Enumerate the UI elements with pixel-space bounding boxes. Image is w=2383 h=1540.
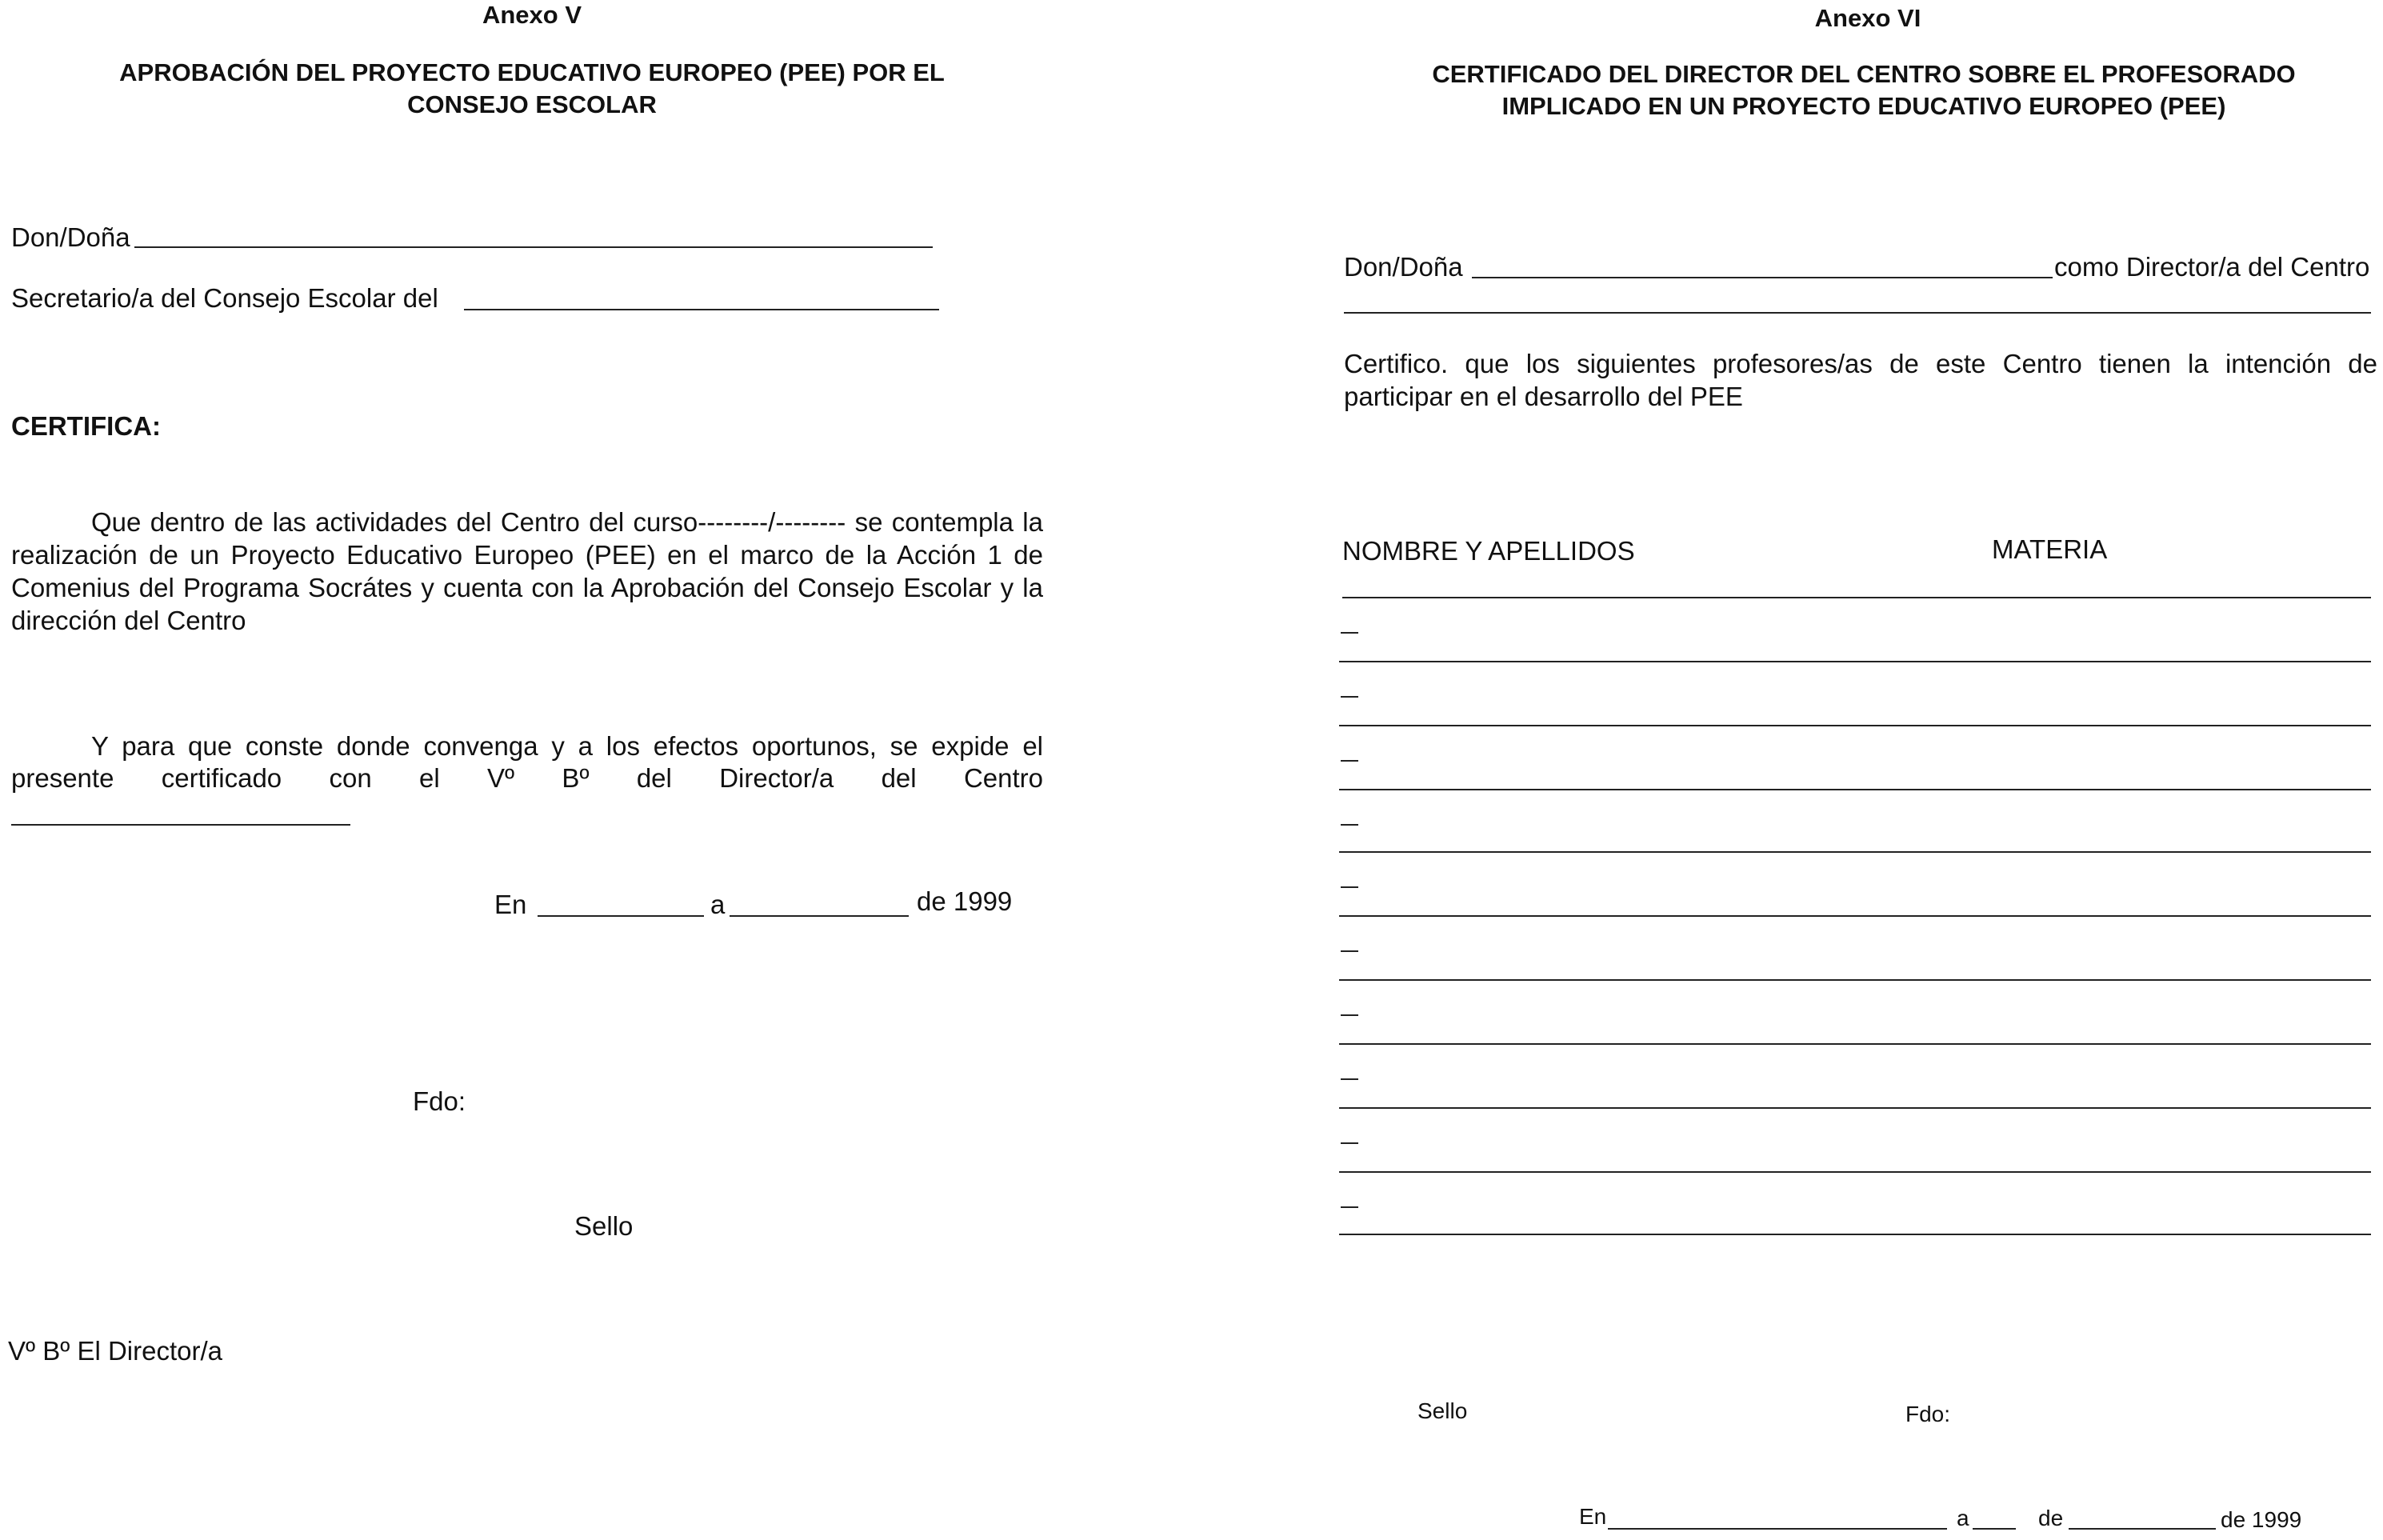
date-day-blank-6[interactable] <box>1973 1528 2016 1530</box>
annex-6-title-line2: IMPLICADO EN UN PROYECTO EDUCATIVO EUROPEO (PEE) <box>1501 92 2226 120</box>
fdo-label-6: Fdo: <box>1905 1402 1951 1426</box>
teacher-row-line[interactable] <box>1339 915 2371 917</box>
sello-label-6: Sello <box>1417 1398 1468 1423</box>
date-month-blank-6[interactable] <box>2069 1528 2216 1530</box>
col-subject-header: MATERIA <box>1992 534 2108 564</box>
certifico-paragraph: Certifico. que los siguientes profesores/as de este Centro tienen la intención de participar en el desarrollo del PEE <box>1344 349 2377 411</box>
annex-5-title-line1: APROBACIÓN DEL PROYECTO EDUCATIVO EUROPEO (PEE) POR EL <box>119 58 945 86</box>
date-de-label-6: de <box>2038 1506 2064 1530</box>
don-dona-label-6: Don/Doña <box>1344 252 1463 282</box>
don-dona-label: Don/Doña <box>11 222 130 252</box>
teacher-row-bullet <box>1341 886 1358 888</box>
centro-name-blank[interactable] <box>1344 312 2371 314</box>
date-day-blank[interactable] <box>730 915 909 917</box>
sello-label: Sello <box>574 1211 634 1241</box>
teacher-row-line[interactable] <box>1339 789 2371 790</box>
expide-paragraph-line1: Y para que conste donde convenga y a los efectos oportunos, se expide el <box>91 731 1043 761</box>
date-a-label: a <box>710 890 726 919</box>
annex-6-title-line1: CERTIFICADO DEL DIRECTOR DEL CENTRO SOBRE EL PROFESORADO <box>1432 60 2296 88</box>
certifica-paragraph: Que dentro de las actividades del Centro del curso--------/-------- se contempla la realización de un Proyecto Educativo Europeo (PEE) en el marco de la Acción 1 de Comenius del Programa Socrátes y cuenta con la Aprobación del Consejo Escolar y la dirección del Centro <box>11 507 1043 635</box>
fdo-label: Fdo: <box>413 1086 466 1116</box>
teacher-row-bullet <box>1341 632 1358 634</box>
teacher-row-line[interactable] <box>1339 851 2371 853</box>
teacher-row-line[interactable] <box>1339 725 2371 726</box>
teacher-row-bullet <box>1341 760 1358 762</box>
col-name-header: NOMBRE Y APELLIDOS <box>1342 536 1635 566</box>
annex-5-title-line2: CONSEJO ESCOLAR <box>407 90 657 118</box>
teacher-row-line[interactable] <box>1342 597 2371 598</box>
teacher-row-line[interactable] <box>1339 661 2371 662</box>
vb-director-label: Vº Bº El Director/a <box>8 1336 223 1366</box>
expide-paragraph-line2: presente certificado con el Vº Bº del Director/a del Centro <box>11 763 1043 793</box>
teacher-row-bullet <box>1341 1142 1358 1144</box>
teacher-row-bullet <box>1341 950 1358 952</box>
secretario-label: Secretario/a del Consejo Escolar del <box>11 283 438 313</box>
date-place-blank[interactable] <box>538 915 704 917</box>
como-director-label: como Director/a del Centro <box>2054 252 2370 282</box>
consejo-escolar-blank[interactable] <box>464 309 939 310</box>
teacher-row-bullet <box>1341 824 1358 826</box>
date-year-label-6: de 1999 <box>2221 1507 2302 1532</box>
teacher-row-line[interactable] <box>1339 1234 2371 1235</box>
annex-5-label: Anexo V <box>482 1 582 29</box>
certifica-heading: CERTIFICA: <box>11 411 161 441</box>
teacher-row-bullet <box>1341 1014 1358 1016</box>
teacher-row-bullet <box>1341 696 1358 698</box>
teacher-row-line[interactable] <box>1339 1107 2371 1109</box>
don-dona-blank[interactable] <box>134 246 933 248</box>
date-en-label: En <box>494 890 527 919</box>
teacher-row-line[interactable] <box>1339 1043 2371 1045</box>
teacher-row-line[interactable] <box>1339 1171 2371 1173</box>
date-place-blank-6[interactable] <box>1608 1528 1947 1530</box>
director-name-blank[interactable] <box>1472 277 2053 278</box>
date-en-label-6: En <box>1579 1504 1607 1529</box>
annex-6-label: Anexo VI <box>1814 4 1921 32</box>
teacher-row-bullet <box>1341 1206 1358 1208</box>
centro-blank[interactable] <box>11 824 350 826</box>
date-year-label: de 1999 <box>917 886 1013 916</box>
teacher-row-line[interactable] <box>1339 979 2371 981</box>
teacher-row-bullet <box>1341 1078 1358 1080</box>
date-a-label-6: a <box>1957 1506 1969 1530</box>
